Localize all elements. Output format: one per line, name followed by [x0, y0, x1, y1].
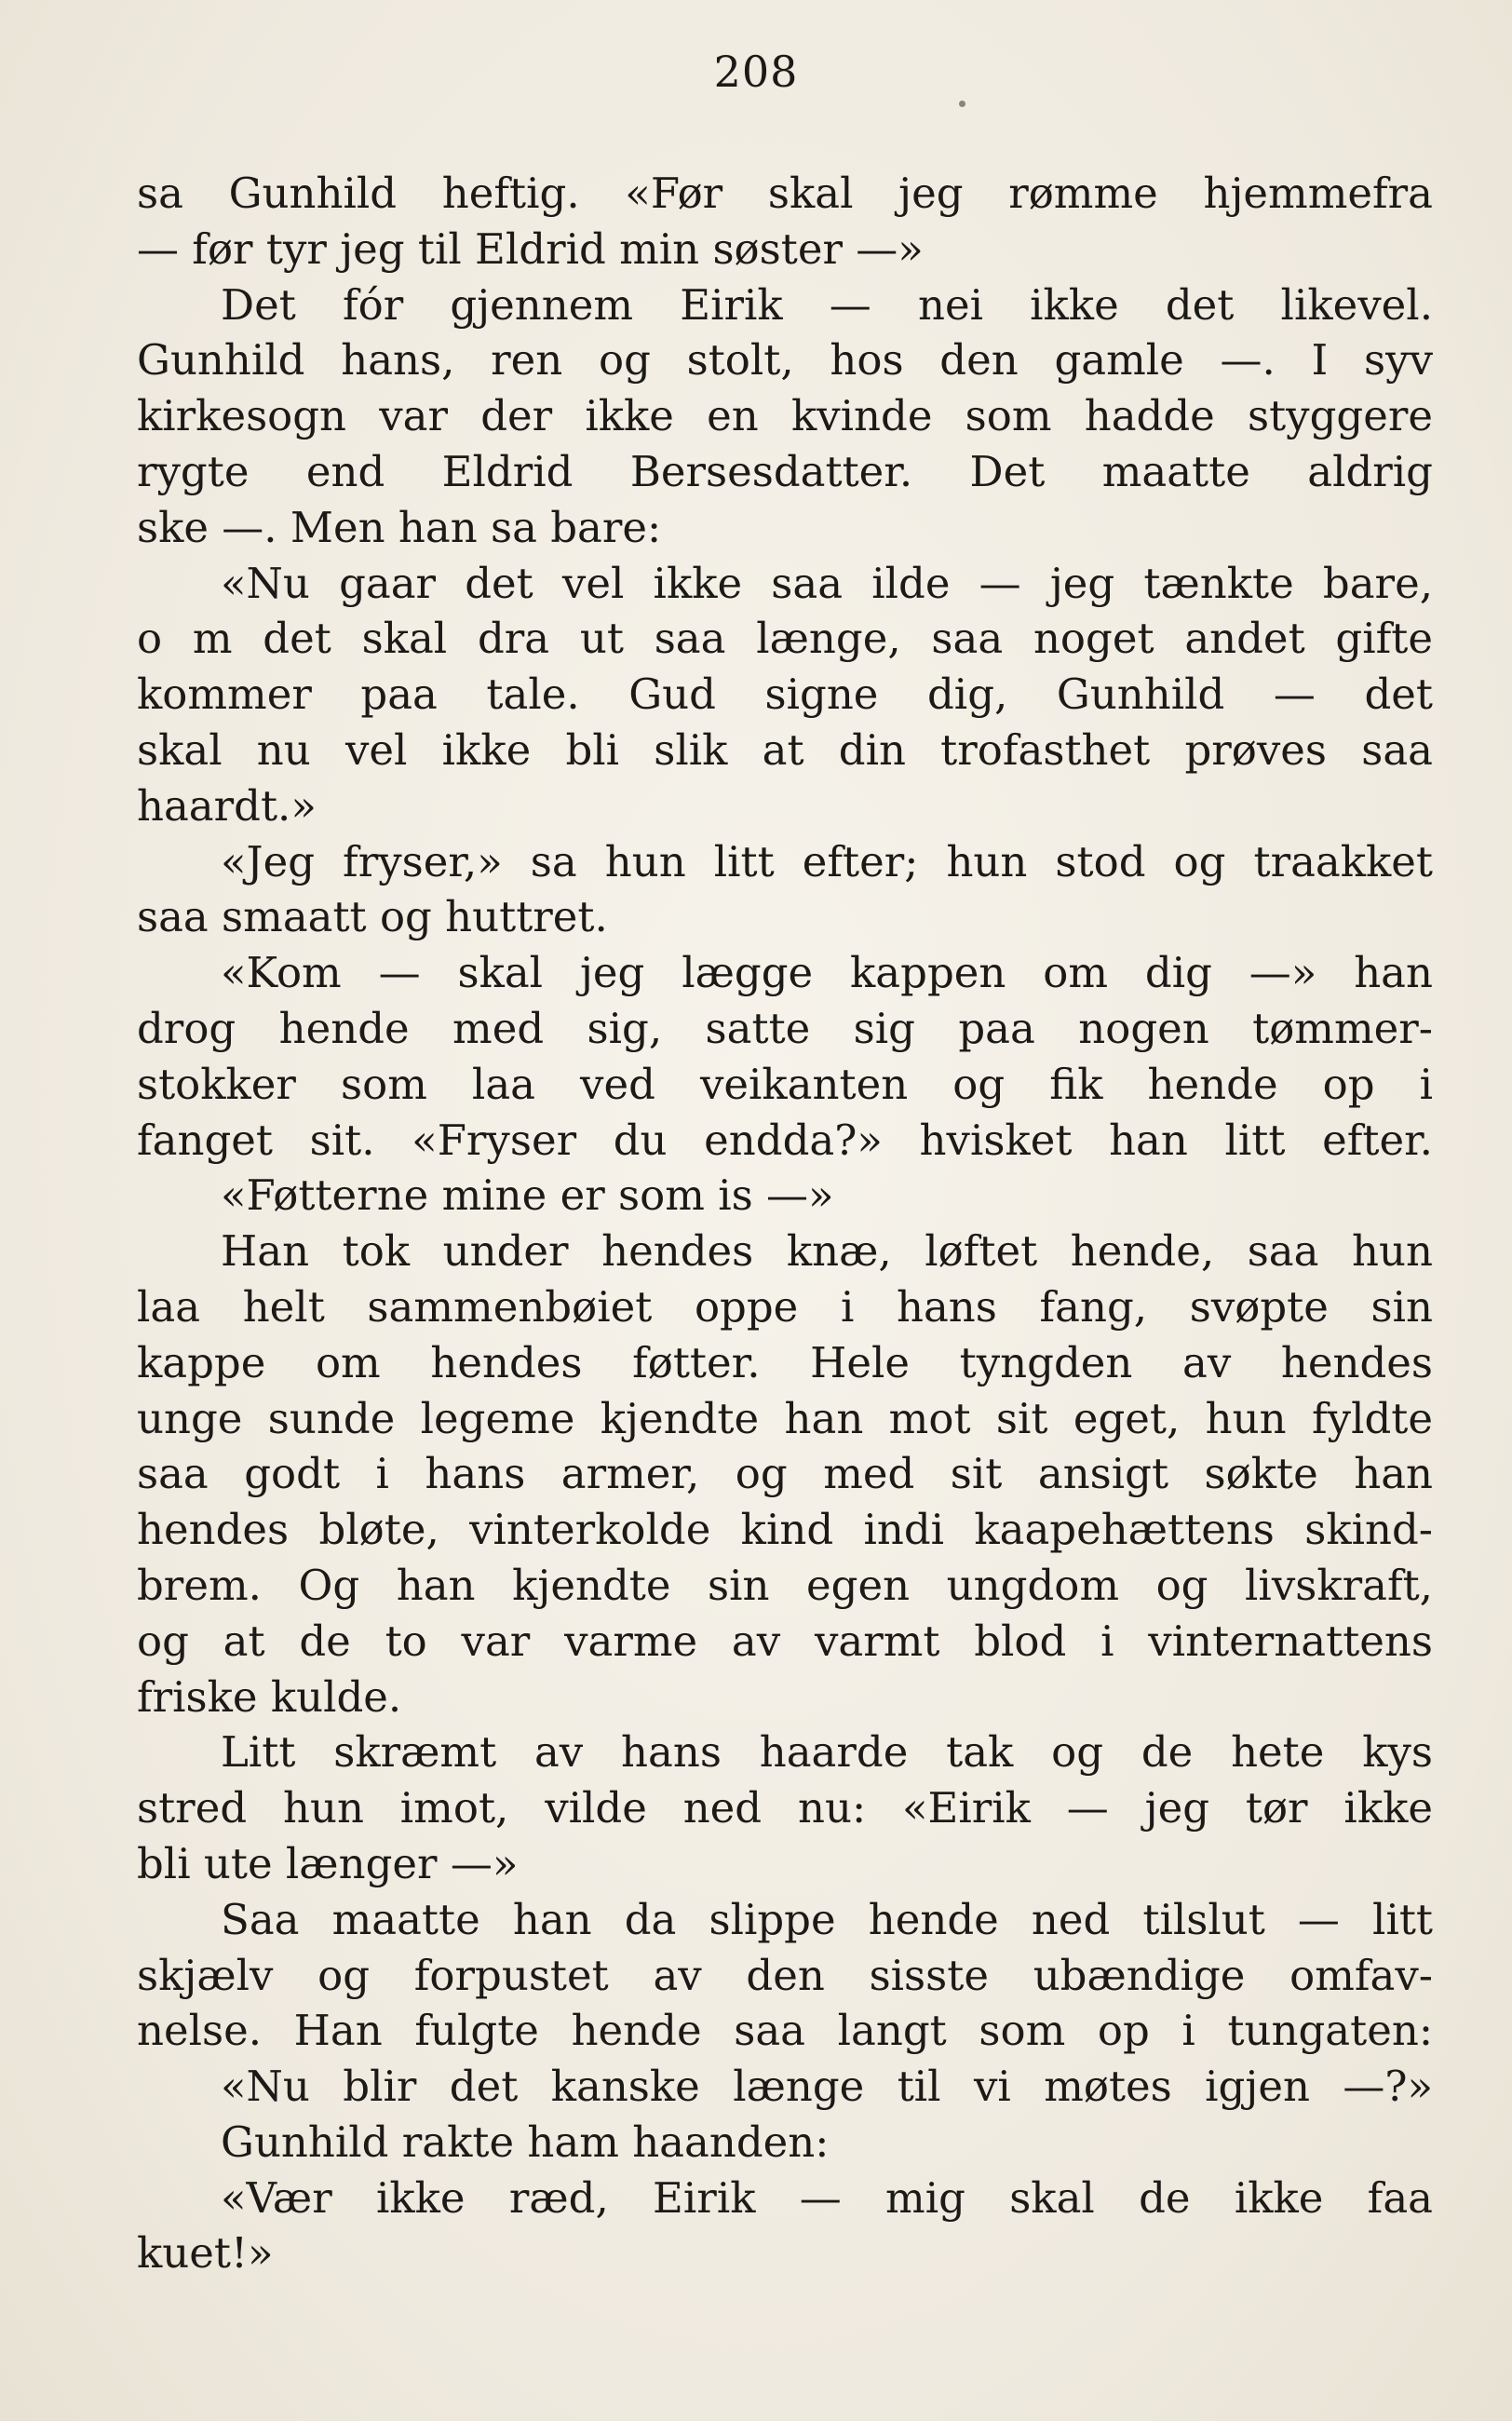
text-line: friske kulde.: [137, 1671, 402, 1722]
text-line: rygte end Eldrid Bersesdatter. Det maatte aldrig: [137, 446, 1433, 496]
text-line: og at de to var varme av varmt blod i vinternattens: [137, 1616, 1433, 1666]
text-line: fanget sit. «Fryser du endda?» hvisket han litt efter.: [137, 1115, 1433, 1165]
text-line: Han tok under hendes knæ, løftet hende, saa hun: [221, 1226, 1433, 1277]
text-line: skjælv og forpustet av den sisste ubændige omfav-: [137, 1950, 1433, 2000]
text-line: «Nu gaar det vel ikke saa ilde — jeg tænkte bare,: [221, 558, 1433, 608]
text-line: Litt skræmt av hans haarde tak og de hete kys: [221, 1727, 1433, 1778]
text-line: saa smaatt og huttret.: [137, 892, 608, 942]
text-line: hendes bløte, vinterkolde kind indi kaapehættens skind-: [137, 1505, 1433, 1555]
text-line: ske —. Men han sa bare:: [137, 502, 662, 552]
text-line: Saa maatte han da slippe hende ned tilslut — litt: [221, 1894, 1433, 1944]
text-line: «Jeg fryser,» sa hun litt efter; hun stod og traakket: [221, 836, 1433, 886]
body-text: [137, 166, 1433, 2281]
text-line: Gunhild hans, ren og stolt, hos den gamle —. I syv: [137, 335, 1433, 385]
text-line: kuet!»: [137, 2228, 274, 2279]
text-line: Gunhild rakte ham haanden:: [221, 2117, 830, 2167]
text-line: stred hun imot, vilde ned nu: «Eirik — jeg tør ikke: [137, 1783, 1433, 1833]
text-line: bli ute længer —»: [137, 1838, 519, 1888]
text-line: kappe om hendes føtter. Hele tyngden av hendes: [137, 1337, 1433, 1387]
text-line: brem. Og han kjendte sin egen ungdom og livskraft,: [137, 1560, 1433, 1610]
text-line: laa helt sammenbøiet oppe i hans fang, svøpte sin: [137, 1281, 1433, 1332]
text-line: kommer paa tale. Gud signe dig, Gunhild — det: [137, 669, 1433, 720]
text-line: saa godt i hans armer, og med sit ansigt søkte han: [137, 1449, 1433, 1499]
text-line: haardt.»: [137, 780, 317, 831]
text-line: «Nu blir det kanske længe til vi møtes igjen —?»: [221, 2062, 1433, 2112]
text-line: sa Gunhild heftig. «Før skal jeg rømme hjemmefra: [137, 169, 1433, 218]
text-line: «Føtterne mine er som is —»: [221, 1170, 834, 1221]
text-line: Det fór gjennem Eirik — nei ikke det likevel.: [221, 279, 1433, 330]
page-number: 208: [713, 47, 799, 97]
text-line: kirkesogn var der ikke en kvinde som hadde styggere: [137, 391, 1433, 441]
text-line: «Vær ikke ræd, Eirik — mig skal de ikke faa: [221, 2172, 1433, 2223]
text-line: unge sunde legeme kjendte han mot sit eget, hun fyldte: [137, 1393, 1433, 1443]
text-line: «Kom — skal jeg lægge kappen om dig —» han: [221, 948, 1433, 998]
print-speck: [959, 101, 965, 107]
text-line: nelse. Han fulgte hende saa langt som op i tungaten:: [137, 2006, 1433, 2056]
text-line: skal nu vel ikke bli slik at din trofasthet prøves saa: [137, 724, 1433, 775]
text-line: — før tyr jeg til Eldrid min søster —»: [137, 223, 924, 274]
text-line: stokker som laa ved veikanten og fik hende op i: [137, 1059, 1433, 1109]
text-line: drog hende med sig, satte sig paa nogen tømmer-: [137, 1003, 1433, 1053]
text-line: o m det skal dra ut saa længe, saa noget andet gifte: [137, 614, 1433, 664]
